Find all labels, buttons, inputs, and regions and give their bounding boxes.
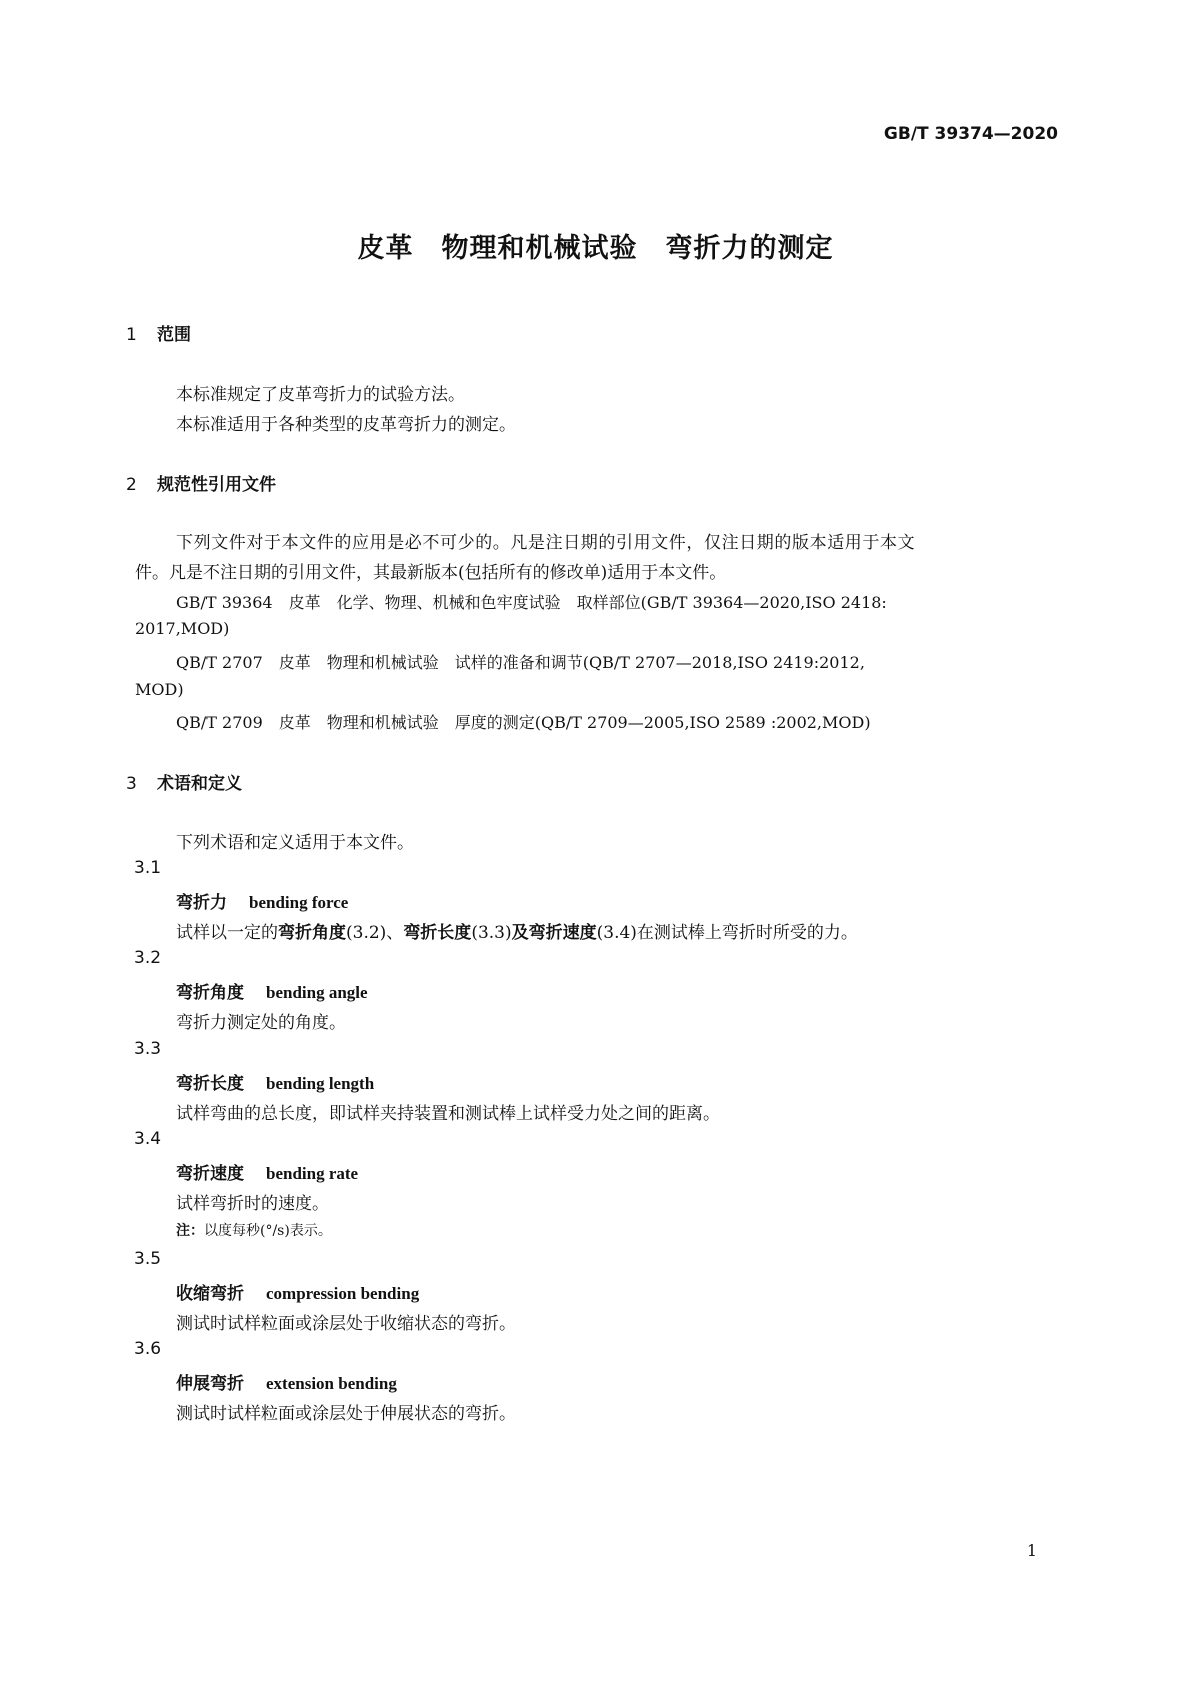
term-note	[176, 1220, 332, 1240]
note-text: 以度每秒(°/s)表示。	[204, 1223, 332, 1239]
term-definition: 试样弯折时的速度。	[176, 1194, 329, 1214]
term-heading	[176, 1069, 374, 1094]
def-term-ref: 弯折速度	[528, 923, 597, 943]
term-definition: 试样弯曲的总长度，即试样夹持装置和测试棒上试样受力处之间的距离。	[176, 1104, 720, 1124]
def-term-ref: 弯折角度	[278, 923, 346, 943]
term-zh: 弯折角度	[176, 983, 244, 1003]
term-definition: 测试时试样粒面或涂层处于收缩状态的弯折。	[176, 1314, 516, 1334]
term-number: 3.2	[134, 948, 162, 968]
term-en: bending force	[249, 893, 349, 912]
term-definition: 弯折力测定处的角度。	[176, 1013, 346, 1033]
term-en: compression bending	[266, 1284, 420, 1303]
term-en: bending angle	[266, 983, 368, 1002]
term-zh: 弯折速度	[176, 1164, 244, 1184]
def-text: (3.3)	[471, 923, 512, 943]
section-number: 2	[126, 475, 137, 495]
scope-paragraph-1: 本标准规定了皮革弯折力的试验方法。	[176, 385, 465, 405]
term-zh: 弯折力	[176, 893, 227, 913]
reference-qbt-2709: QB/T 2709 皮革 物理和机械试验 厚度的测定(QB/T 2709—2005,ISO 2589 :2002,MOD)	[176, 713, 871, 732]
term-en: bending length	[266, 1074, 375, 1093]
reference-qbt-2707: QB/T 2707 皮革 物理和机械试验 试样的准备和调节(QB/T 2707—2018,ISO 2419:2012,	[176, 653, 865, 672]
term-number: 3.5	[134, 1249, 162, 1269]
term-number: 3.4	[134, 1129, 162, 1149]
standard-number: GB/T 39374—2020	[883, 124, 1058, 144]
scope-paragraph-2: 本标准适用于各种类型的皮革弯折力的测定。	[176, 415, 516, 435]
term-definition: 测试时试样粒面或涂层处于伸展状态的弯折。	[176, 1404, 516, 1424]
reference-gbt-39364-cont: 2017,MOD)	[135, 619, 230, 638]
section-title: 术语和定义	[157, 774, 242, 794]
term-number: 3.6	[134, 1339, 162, 1359]
section-number: 1	[126, 325, 137, 345]
reference-gbt-39364: GB/T 39364 皮革 化学、物理、机械和色牢度试验 取样部位(GB/T 39364—2020,ISO 2418:	[176, 593, 887, 612]
term-zh: 弯折长度	[176, 1074, 244, 1094]
def-text: 及	[511, 923, 529, 943]
section-number: 3	[126, 774, 137, 794]
document-title: 皮革 物理和机械试验 弯折力的测定	[357, 233, 834, 264]
section-title: 范围	[157, 325, 191, 345]
term-zh: 收缩弯折	[176, 1284, 244, 1304]
term-heading	[176, 888, 348, 913]
section-title: 规范性引用文件	[157, 475, 276, 495]
def-text: (3.4)在测试棒上弯折时所受的力。	[596, 923, 858, 943]
page-number: 1	[1026, 1541, 1037, 1560]
section-3-heading	[126, 769, 242, 794]
references-intro-line-1: 下列文件对于本文件的应用是必不可少的。凡是注日期的引用文件，仅注日期的版本适用于本文	[176, 533, 916, 553]
term-number: 3.1	[134, 858, 162, 878]
def-text: 试样以一定的	[176, 923, 278, 943]
term-en: bending rate	[266, 1164, 359, 1183]
section-1-heading	[126, 320, 191, 345]
note-label: 注：	[176, 1223, 204, 1239]
terms-intro: 下列术语和定义适用于本文件。	[176, 833, 414, 853]
term-heading	[176, 978, 368, 1003]
references-intro-line-2: 件。凡是不注日期的引用文件，其最新版本(包括所有的修改单)适用于本文件。	[135, 563, 727, 583]
term-heading	[176, 1279, 419, 1304]
term-zh: 伸展弯折	[176, 1374, 244, 1394]
term-heading	[176, 1159, 358, 1184]
term-definition	[176, 918, 858, 943]
reference-qbt-2707-cont: MOD)	[135, 680, 184, 699]
term-heading	[176, 1369, 397, 1394]
def-text: (3.2)、	[346, 923, 404, 943]
term-number: 3.3	[134, 1039, 162, 1059]
def-term-ref: 弯折长度	[403, 923, 472, 943]
section-2-heading	[126, 470, 276, 495]
term-en: extension bending	[266, 1374, 397, 1393]
